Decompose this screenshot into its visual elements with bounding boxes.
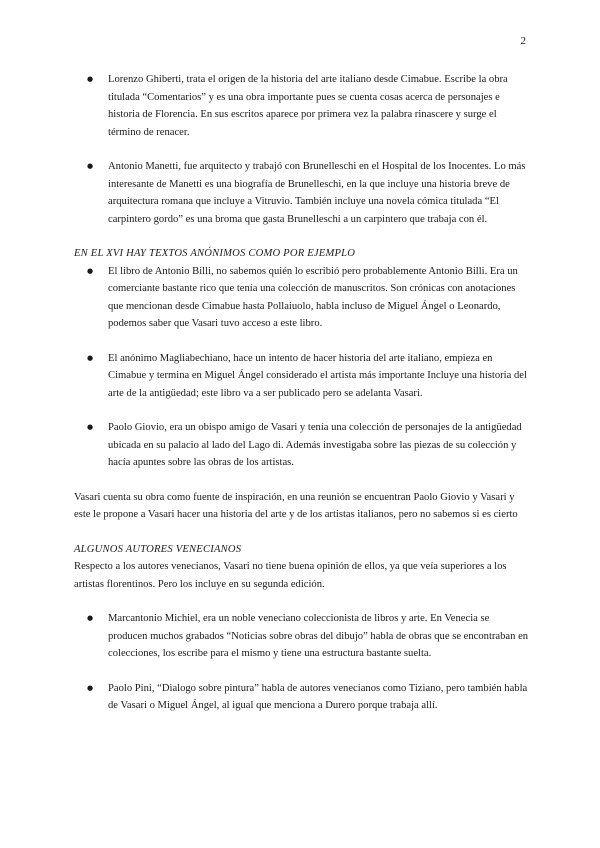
bullet-list-anonymous: [74, 263, 530, 472]
page-number: 2: [520, 35, 526, 47]
list-item-giovio: ● Paolo Giovio, era un obispo amigo de Vasari y tenía una colección de personajes de la antigüedad ubicada en su palacio al lado del Lago di. Además investigaba sobre las piezas de su colección y hacía apuntes sobre las obras de los artistas.: [74, 419, 530, 472]
paragraph-venetian-intro: Respecto a los autores venecianos, Vasari no tiene buena opinión de ellos, ya que veía superiores a los artistas florentinos. Pero los incluye en su segunda edición.: [74, 561, 507, 590]
list-item-manetti: ● Antonio Manetti, fue arquitecto y trabajó con Brunelleschi en el Hospital de los Inocentes. Lo más interesante de Manetti es una biografía de Brunelleschi, en la que incluye una historia breve de arquitectura romana que incluye a Vitruvio. También incluye una novela cómica titulada “El carpintero gordo” es una broma que gasta Brunelleschi a un carpintero que trabaja con él.: [74, 158, 530, 228]
list-item-billi: ● El libro de Antonio Billi, no sabemos quién lo escribió pero probablemente Antonio Billi. Era un comerciante bastante rico que tenía una colección de manuscritos. Son crónicas con anotaciones que mencionan desde Cimabue hasta Pollaiuolo, habla incluso de Miguel Ángel o Leonardo, podemos saber que Vasari tuvo acceso a este libro.: [74, 263, 530, 333]
paragraph-vasari-inspiration: Vasari cuenta su obra como fuente de inspiración, en una reunión se encuentran Paolo Giovio y Vasari y este le propone a Vasari hacer una historia del arte y de los artistas italianos, pero no sabemos si es cierto: [74, 491, 518, 520]
list-item-ghiberti: ● Lorenzo Ghiberti, trata el origen de la historia del arte italiano desde Cimabue. Escribe la obra titulada “Comentarios” y es una obra importante pues se cuenta cosas acerca de personajes e historia de Florencia. En sus escritos aparece por primera vez la palabra rinascere y surge el término de renacer.: [74, 71, 530, 141]
section-heading-venetian-authors: ALGUNOS AUTORES VENECIANOS: [74, 543, 242, 555]
list-item-magliabechiano: ● El anónimo Magliabechiano, hace un intento de hacer historia del arte italiano, empieza en Cimabue y termina en Miguel Ángel considerado el artista más importante Incluye una historia del arte de la antigüedad; este libro va a ser publicado pero se adelanta Vasari.: [74, 350, 530, 403]
list-item-pini: ● Paolo Pini, “Dialogo sobre pintura” habla de autores venecianos como Tiziano, pero también habla de Vasari o Miguel Ángel, al igual que menciona a Durero porque trabaja allí.: [74, 680, 530, 715]
bullet-list-venetian: [74, 610, 530, 715]
list-item-michiel: ● Marcantonio Michiel, era un noble veneciano coleccionista de libros y arte. En Venecia se producen muchos grabados “Noticias sobre obras del dibujo” habla de obras que se encontraban en colecciones, los escribe para el mismo y tiene una estructura bastante suelta.: [74, 610, 530, 663]
bullet-list-authors: [74, 71, 530, 228]
document-body: [74, 71, 530, 715]
section-heading-anonymous-texts: EN EL XVI HAY TEXTOS ANÓNIMOS COMO POR EJEMPLO: [74, 248, 356, 259]
